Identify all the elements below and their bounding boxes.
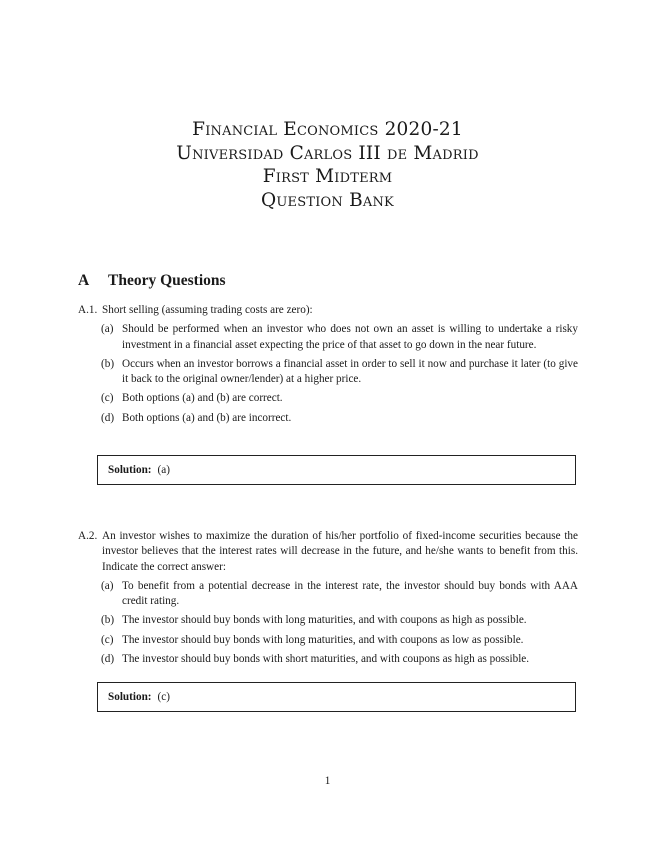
option-d	[101, 652, 578, 667]
solution-value: (a)	[157, 464, 170, 476]
option-a	[101, 579, 578, 610]
option-b	[101, 357, 578, 388]
section-number: A	[78, 272, 90, 289]
option-d	[101, 411, 578, 426]
title-university: Universidad Carlos III de Madrid	[176, 142, 479, 164]
question-text: An investor wishes to maximize the duration of his/her portfolio of fixed-income securities because the investor believes that the interest rates will decrease in the future, and he/she wants to benefit from this. Indicate the correct answer:	[102, 530, 578, 573]
solution-value: (c)	[157, 691, 170, 703]
question-text: Short selling (assuming trading costs are zero):	[102, 304, 313, 316]
option-label: (a)	[101, 579, 114, 592]
option-label: (d)	[101, 411, 115, 424]
option-text: Both options (a) and (b) are correct.	[122, 392, 283, 405]
page-number: 1	[324, 775, 331, 787]
option-label: (c)	[101, 392, 114, 405]
option-b	[101, 613, 578, 628]
option-text: The investor should buy bonds with short maturities, and with coupons as high as possible.	[122, 653, 530, 666]
option-a	[101, 322, 578, 353]
solution-box-a2	[97, 682, 576, 712]
solution-label: Solution:	[108, 691, 152, 703]
solution-label: Solution:	[108, 464, 152, 476]
question-number: A.2.	[78, 530, 98, 542]
option-text: Occurs when an investor borrows a financial asset in order to sell it now and purchase it later (to give it back to the original owner/lender) at a higher price.	[122, 357, 578, 386]
title-course: Financial Economics 2020-21	[192, 119, 463, 140]
option-label: (d)	[101, 653, 115, 666]
option-text: Should be performed when an investor who does not own an asset is willing to undertake a risky investment in a financial asset expecting the price of that asset to go down in the near future.	[122, 323, 578, 351]
title-exam: First Midterm	[262, 166, 393, 187]
option-label: (a)	[101, 323, 114, 336]
option-text: The investor should buy bonds with long maturities, and with coupons as high as possible.	[122, 614, 527, 627]
option-label: (c)	[101, 633, 114, 646]
option-c	[101, 633, 578, 648]
document-title	[0, 118, 655, 212]
option-c	[101, 391, 578, 406]
question-a2	[78, 529, 578, 667]
solution-box-a1	[97, 455, 576, 485]
section-heading	[78, 272, 226, 290]
question-number: A.1.	[78, 304, 98, 316]
option-text: The investor should buy bonds with long maturities, and with coupons as low as possible.	[122, 633, 524, 646]
option-label: (b)	[101, 614, 115, 627]
title-question-bank: Question Bank	[261, 189, 394, 211]
option-label: (b)	[101, 357, 115, 370]
option-text: To benefit from a potential decrease in the interest rate, the investor should buy bonds with AAA credit rating.	[122, 579, 578, 608]
section-title: Theory Questions	[108, 272, 226, 289]
question-a1	[78, 303, 578, 426]
option-text: Both options (a) and (b) are incorrect.	[122, 411, 292, 424]
